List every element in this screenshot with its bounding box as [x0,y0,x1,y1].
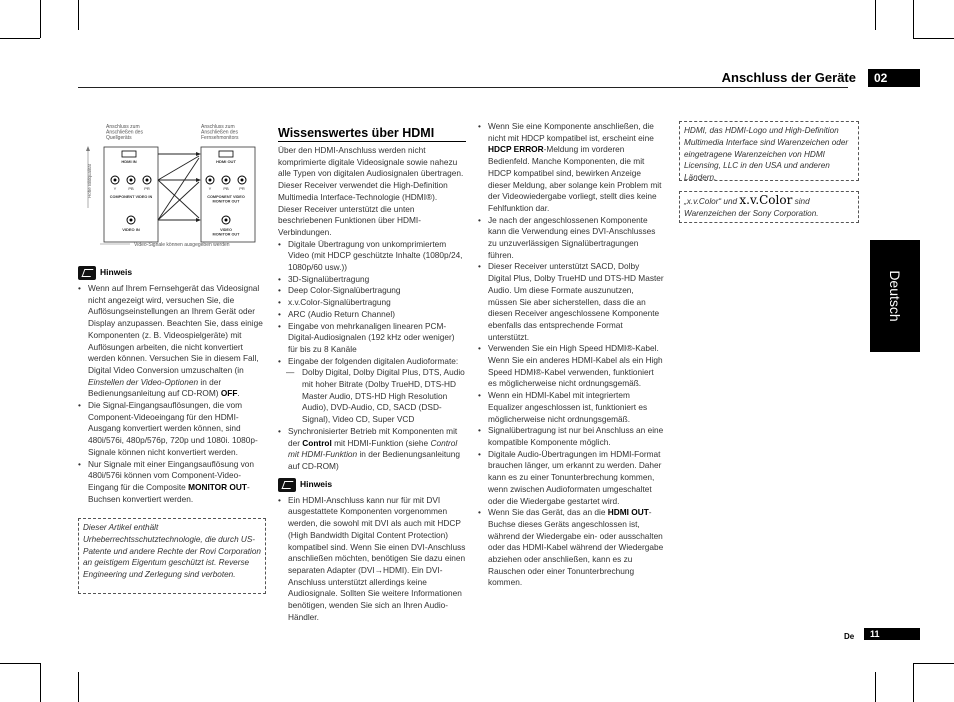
xvcolor-logo: x.v.Color [739,193,793,207]
note-item-text: in der Bedienungsanleitung auf CD-ROM) [88,376,222,399]
note-item-bold: OFF [220,388,238,399]
bottom-caption: Video-Signale können ausgegeben werden [134,242,230,248]
note-item [478,121,664,215]
note-item: • Die Signal-Eingangsauflösungen, die vom Component-Videoeingang für den HDMI-Ausgang konvertiert werden können, sind 480i/576i, 480p/576p, 720p und 1080i. 1080p-Signale können nicht konvertiert werden. [78,400,266,459]
hdmi-out-label: HDMI OUT [216,159,236,164]
intro-paragraph: Über den HDMI-Anschluss werden nicht komprimierte digitale Videosignale sowie nahezu alle Typen von digitalen Audiosignalen übertragen. [278,145,464,179]
feature-item-text: in der Bedienungsanleitung auf CD-ROM) [288,449,461,471]
note-icon [78,266,96,280]
note-icon [278,478,296,492]
pr-label-out: PR [239,186,245,191]
note-item: • Signalübertragung ist nur bei Anschluss an eine kompatible Komponente möglich. [478,425,664,448]
audio-format-list: — Dolby Digital, Dolby Digital Plus, DTS, Audio mit hoher Bitrate (Dolby TrueHD, DTS-HD Master Audio, DTS-HD High Resolution Audio), DVD-Audio, CD, SACD (DSD-Signal), Video CD, Super VCD [278,367,466,426]
note-heading [78,266,266,280]
crop-mark [78,0,79,30]
note-item-italic: Einstellen der Video-Optionen [88,376,199,387]
feature-item: • x.v.Color-Signalübertragung [278,297,466,309]
crop-mark [78,672,79,702]
pb-label: PB [128,186,134,191]
note-item: • Digitale Audio-Übertragungen im HDMI-Format brauchen länger, um erkannt zu werden. Daher kann es zu einer Tonunterbrechung kommen, wenn zwischen Audioformaten umgeschaltet oder die Wiedergabe gestartet wird. [478,449,664,508]
y-label: Y [113,186,117,191]
crop-mark [0,38,40,39]
pb-label-out: PB [223,186,229,191]
feature-item: • Deep Color-Signalübertragung [278,285,466,297]
crop-mark [913,38,954,39]
note-item-text: Nur Signale mit einer Eingangsauflösung von 480i/576i können vom Component-Video-Eingang für die Composite [88,458,255,492]
note-item: • Verwenden Sie ein High Speed HDMI®-Kabel. Wenn Sie ein anderes HDMI-Kabel als ein High Speed HDMI®-Kabel verwenden, funktioniert es möglicherweise nicht ordnungsgemäß. [478,343,664,390]
feature-item-bold: Control [302,437,332,448]
connection-diagram [80,118,260,256]
column-3 [478,121,664,589]
crop-mark [40,0,41,38]
y-label-out: Y [208,186,212,191]
column-1 [78,266,266,505]
note-item: • Ein HDMI-Anschluss kann nur für mit DVI ausgestattete Komponenten vorgenommen werden, die sowohl mit DVI als auch mit HDCP (High Bandwidth Digital Content Protection) kompatibel sind. Wenn Sie einen DVI-Anschluss anschließen möchten, benötigen Sie dazu einen separaten Adapter (DVI→HDMI). Ein DVI-Anschluss unterstützt allerdings keine Audiosignale. Sollten Sie weitere Informationen benötigen, wenden Sie sich an Ihren Audio-Händler. [278,495,466,624]
hdmi-trademark-box: HDMI, das HDMI-Logo und High-Definition Multimedia Interface sind Warenzeichen oder eingetragene Warenzeichen von HDMI Licensing, LLC in den USA und anderen Ländern. [679,121,859,181]
note-item-text: Wenn Sie das Gerät, das an die [488,507,608,518]
source-caption: Anschluss zum Anschließen des Quellgeräts [106,124,143,141]
note-item-text: . [237,388,240,399]
crop-mark [875,672,876,702]
column-2 [278,145,466,623]
feature-item: • ARC (Audio Return Channel) [278,309,466,321]
quality-label: Hohe Bildqualität [87,163,92,198]
crop-mark [913,663,914,702]
note-item: • Dieser Receiver unterstützt SACD, Dolby Digital Plus, Dolby TrueHD und DTS-HD Master Audio. Um diese Formate auszunutzen, müssen Sie aber sicherstellen, dass die an diesen Receiver angeschlossene Komponente ebenfalls das entsprechende Format unterstützt. [478,261,664,343]
feature-item-italic: Control mit HDMI-Funktion [288,437,458,460]
rovi-notice-box: Dieser Artikel enthält Urheberrechtsschutztechnologie, die durch US-Patente und andere Rechte der Rovi Corporation an geistigem Eigentum geschützt ist. Reverse Engineering und Zerlegung sind verboten. [78,518,266,594]
xvcolor-trademark-box [679,191,859,223]
note-item-bold: HDCP ERROR [488,144,544,155]
note-item: • Wenn ein HDMI-Kabel mit integriertem Equalizer angeschlossen ist, funktioniert es möglicherweise nicht ordnungsgemäß. [478,390,664,425]
monitor-caption: Anschluss zum Anschließen des Fernsehmonitors [201,124,239,141]
note-item-text: Wenn Sie eine Komponente anschließen, die nicht mit HDCP kompatibel ist, erscheint eine [488,121,654,143]
hdmi-in-label: HDMI IN [121,159,137,164]
note-title: Hinweis [100,267,133,278]
section-number: 02 [868,69,920,87]
xvcolor-text: Warenzeichen der Sony Corporation. [684,208,819,218]
xvcolor-text: sind [794,197,810,206]
feature-item: • 3D-Signalübertragung [278,274,466,286]
pr-label: PR [144,186,150,191]
header-rule [78,87,848,88]
page-number: 11 [864,628,920,640]
language-tab [870,240,920,352]
language-tab-label: Deutsch [887,270,903,322]
component-in-label: COMPONENT VIDEO IN [109,195,153,199]
intro-paragraph: Dieser Receiver verwendet die High-Definition Multimedia Interface-Technologie (HDMI®). [278,180,448,202]
crop-mark [875,0,876,30]
video-out-label: VIDEO MONITOR OUT [212,228,240,237]
note-heading [278,478,466,492]
crop-mark [913,0,914,38]
feature-item-text: mit HDMI-Funktion (siehe [331,437,431,448]
note-item: • Je nach der angeschlossenen Komponente kann die Verwendung eines DVI-Anschlusses zu unzuverlässigen Signalübertragungen führen. [478,215,664,262]
xvcolor-text: „x.v.Color“ und [684,197,738,206]
feature-item: • Eingabe der folgenden digitalen Audioformate: [278,356,466,368]
crop-mark [0,663,40,664]
section-heading: Wissenswertes über HDMI [278,126,435,140]
note-item-bold: HDMI OUT [607,507,649,518]
component-out-label: COMPONENT VIDEO MONITOR OUT [207,195,245,204]
note-title: Hinweis [300,478,333,489]
feature-item [278,426,466,473]
crop-mark [40,663,41,702]
note-item [478,507,664,589]
note-item-text: Wenn auf Ihrem Fernsehgerät das Videosignal nicht angezeigt wird, versuchen Sie, die Auflösungseinstellungen an Ihrem Gerät oder Display anzupassen. Beachten Sie, dass einige Komponenten (z. B. Videospielgeräte) mit Auflösungen arbeiten, die nicht konvertiert werden können. Versuchen Sie in diesem Fall, Digital Video Conversion umzuschalten (in [88,283,263,375]
note-item-bold: MONITOR OUT [188,481,247,492]
note-item-text: -Meldung im vorderen Bedienfeld. Manche Komponenten, die mit HDCP kompatibel sind, bewirken Anzeige dieser Meldung, aber solange kein Problem mit der Videowiedergabe vorliegt, stellt dies keine Fehlfunktion dar. [488,144,662,213]
note-item [78,283,266,400]
video-in-label: VIDEO IN [122,227,140,232]
section-title: Anschluss der Geräte [721,70,856,85]
crop-mark [913,663,954,664]
heading-rule [278,141,466,142]
intro-paragraph: Dieser Receiver unterstützt die unten beschriebenen Funktionen über HDMI-Verbindungen. [278,203,421,237]
feature-item-text: Synchronisierter Betrieb mit Komponenten mit der [288,425,458,448]
feature-item: • Digitale Übertragung von unkomprimiertem Video (mit HDCP geschützte Inhalte (1080p/24, 1080p/60 usw.)) [278,239,466,274]
note-item-text: -Buchse dieses Geräts angeschlossen ist, während der Wiedergabe ein- oder ausschalten oder das HDMI-Kabel während der Wiedergabe abziehen oder anschließen, kann es zu Rauschen oder einer Tonunterbrechung kommen. [488,507,664,588]
feature-item: • Eingabe von mehrkanaligen linearen PCM-Digital-Audiosignalen (192 kHz oder weniger) für bis zu 8 Kanäle [278,321,466,356]
footer-language: De [844,632,855,641]
note-item-text: -Buchsen konvertiert werden. [88,481,250,504]
note-item [78,459,266,506]
